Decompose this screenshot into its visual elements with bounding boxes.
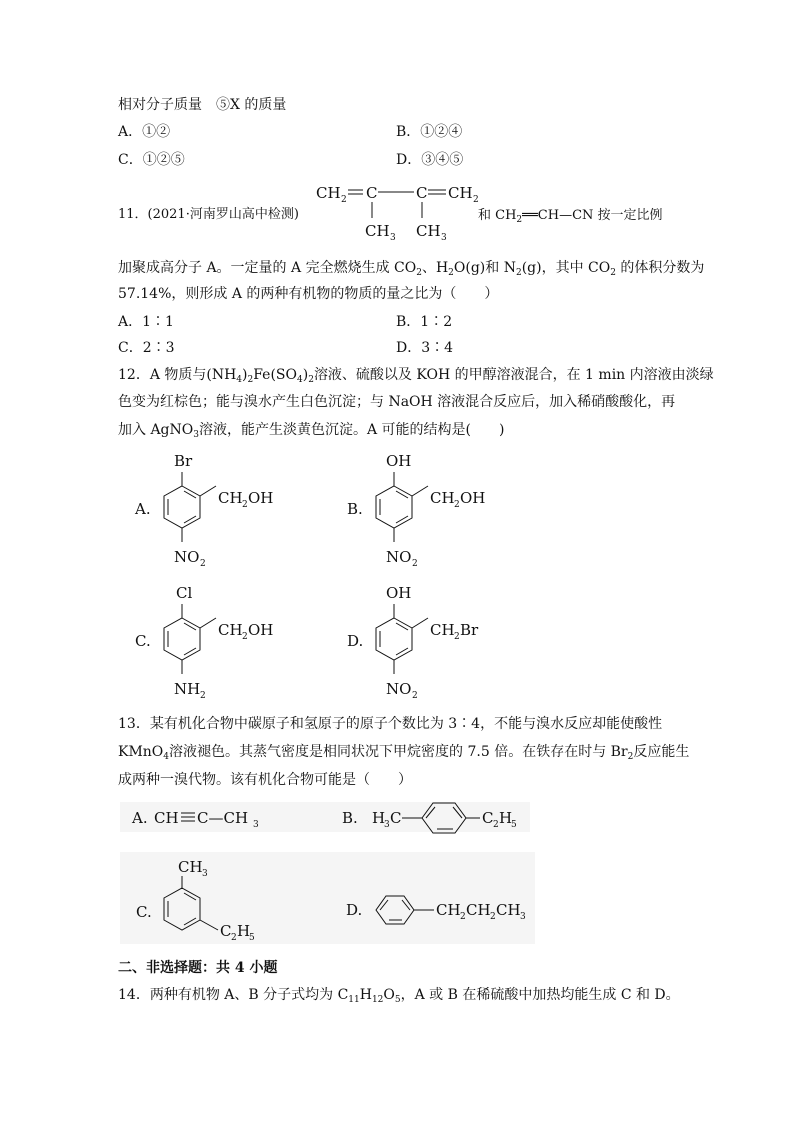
svg-text:NO: NO — [386, 680, 412, 698]
svg-text:2: 2 — [200, 559, 206, 569]
svg-text:OH: OH — [248, 621, 274, 639]
svg-text:C: C — [366, 184, 378, 202]
q13-option-c[interactable] — [136, 852, 286, 942]
q11-option-d[interactable]: D．3∶4 — [396, 340, 454, 356]
q10-tail: 相对分子质量 ⑤X 的质量 — [118, 97, 287, 113]
svg-text:D.: D. — [347, 632, 364, 650]
q13-option-d[interactable] — [346, 890, 546, 935]
svg-text:2: 2 — [412, 559, 418, 569]
svg-text:CH: CH — [496, 901, 521, 919]
svg-text:C: C — [416, 184, 428, 202]
svg-text:2: 2 — [412, 691, 418, 701]
svg-text:NO: NO — [386, 548, 412, 566]
q13-option-b[interactable] — [342, 795, 532, 840]
svg-text:CH: CH — [218, 621, 243, 639]
svg-text:C: C — [220, 922, 232, 940]
svg-text:CH: CH — [416, 222, 441, 240]
svg-text:5: 5 — [249, 933, 255, 943]
svg-text:OH: OH — [460, 489, 486, 507]
q10-option-a[interactable]: A．①② — [118, 124, 171, 140]
section-heading: 二、非选择题：共 4 小题 — [118, 960, 278, 976]
svg-text:3: 3 — [384, 820, 390, 830]
svg-text:2: 2 — [454, 500, 460, 510]
q13-line3: 成两种一溴代物。该有机化合物可能是（ ） — [118, 772, 412, 788]
svg-text:2: 2 — [200, 691, 206, 701]
svg-text:A.: A. — [135, 500, 151, 518]
q12-line2: 色变为红棕色；能与溴水产生白色沉淀；与 NaOH 溶液混合反应后，加入稀硝酸酸化，再 — [118, 394, 676, 410]
svg-text:OH: OH — [386, 452, 412, 470]
svg-text:A.: A. — [132, 809, 148, 827]
svg-text:C—CH: C—CH — [197, 809, 249, 827]
q11-prefix: 11．(2021·河南罗山高中检测) — [118, 207, 299, 222]
svg-text:H: H — [237, 922, 251, 940]
q14-line1: 14．两种有机物 A、B 分子式均为 $C_{11}H_{12}O_5$，A 或 B 在稀硫酸中加热均能生成 C 和 D。 — [118, 987, 680, 1005]
q10-option-c[interactable]: C．①②⑤ — [118, 152, 185, 168]
q11-monomer-structure — [310, 178, 480, 248]
svg-text:CH: CH — [154, 809, 179, 827]
svg-text:H: H — [372, 809, 386, 827]
svg-text:C.: C. — [136, 903, 152, 921]
svg-text:Cl: Cl — [176, 584, 193, 602]
svg-text:D.: D. — [346, 901, 363, 919]
svg-text:2: 2 — [493, 820, 499, 830]
q11-option-b[interactable]: B．1∶2 — [396, 314, 453, 330]
q12-structure-d[interactable] — [342, 580, 502, 705]
svg-text:C.: C. — [135, 632, 151, 650]
svg-text:CH: CH — [365, 222, 390, 240]
svg-text:Br: Br — [174, 452, 193, 470]
svg-text:2: 2 — [473, 195, 479, 205]
svg-text:CH: CH — [430, 489, 455, 507]
svg-text:CH: CH — [436, 901, 461, 919]
svg-text:CH: CH — [430, 621, 455, 639]
svg-text:OH: OH — [386, 584, 412, 602]
q10-option-d[interactable]: D．③④⑤ — [396, 152, 464, 168]
svg-text:3: 3 — [202, 869, 208, 879]
svg-text:2: 2 — [341, 195, 347, 205]
q11-option-a[interactable]: A．1∶1 — [118, 314, 174, 330]
svg-text:B.: B. — [342, 809, 358, 827]
svg-text:OH: OH — [248, 489, 274, 507]
svg-text:CH: CH — [316, 184, 341, 202]
q12-line3: 加入 AgNO$_3$溶液，能产生淡黄色沉淀。A 可能的结构是( ) — [118, 422, 505, 440]
q13-option-a[interactable] — [132, 802, 292, 832]
q13-line2: KMnO$_4$溶液褪色。其蒸气密度是相同状况下甲烷密度的 7.5 倍。在铁存在时与 $Br_2$反应能生 — [118, 744, 690, 762]
svg-text:2: 2 — [242, 632, 248, 642]
svg-text:3: 3 — [441, 233, 447, 243]
svg-text:C: C — [482, 809, 494, 827]
q11-option-c[interactable]: C．2∶3 — [118, 340, 175, 356]
q12-structure-b[interactable] — [342, 448, 502, 573]
svg-text:2: 2 — [454, 632, 460, 642]
svg-text:H: H — [499, 809, 513, 827]
svg-text:CH: CH — [178, 858, 203, 876]
q11-second-monomer: 和 $CH_2══CH—CN$ 按一定比例 — [478, 208, 663, 225]
svg-text:C: C — [390, 809, 402, 827]
svg-text:CH: CH — [466, 901, 491, 919]
q12-line1: 12．A 物质与$(NH_4)_2Fe(SO_4)_2$溶液、硫酸以及 KOH 的甲醇溶液混合，在 1 min 内溶液由淡绿 — [118, 367, 714, 385]
svg-text:B.: B. — [347, 500, 363, 518]
svg-text:CH: CH — [448, 184, 473, 202]
svg-text:Br: Br — [460, 621, 479, 639]
svg-text:5: 5 — [511, 820, 517, 830]
svg-text:2: 2 — [231, 933, 237, 943]
q13-line1: 13．某有机化合物中碳原子和氢原子的原子个数比为 3∶4，不能与溴水反应却能使酸性 — [118, 716, 663, 732]
svg-text:2: 2 — [460, 912, 466, 922]
svg-text:CH: CH — [218, 489, 243, 507]
q11-line3: 57.14%，则形成 A 的两种有机物的物质的量之比为（ ） — [118, 286, 499, 302]
q12-structure-c[interactable] — [130, 580, 290, 705]
q12-structure-a[interactable] — [130, 448, 290, 573]
svg-text:2: 2 — [490, 912, 496, 922]
svg-text:3: 3 — [390, 233, 396, 243]
svg-text:2: 2 — [242, 500, 248, 510]
q11-line2: 加聚成高分子 A。一定量的 A 完全燃烧生成 $CO_2$、$H_2O(g)$和 $N_2(g)$，其中 $CO_2$ 的体积分数为 — [118, 260, 705, 278]
svg-text:NO: NO — [174, 548, 200, 566]
q10-option-b[interactable]: B．①②④ — [396, 124, 463, 140]
svg-text:3: 3 — [253, 820, 259, 830]
svg-text:NH: NH — [174, 680, 201, 698]
svg-text:3: 3 — [520, 912, 526, 922]
